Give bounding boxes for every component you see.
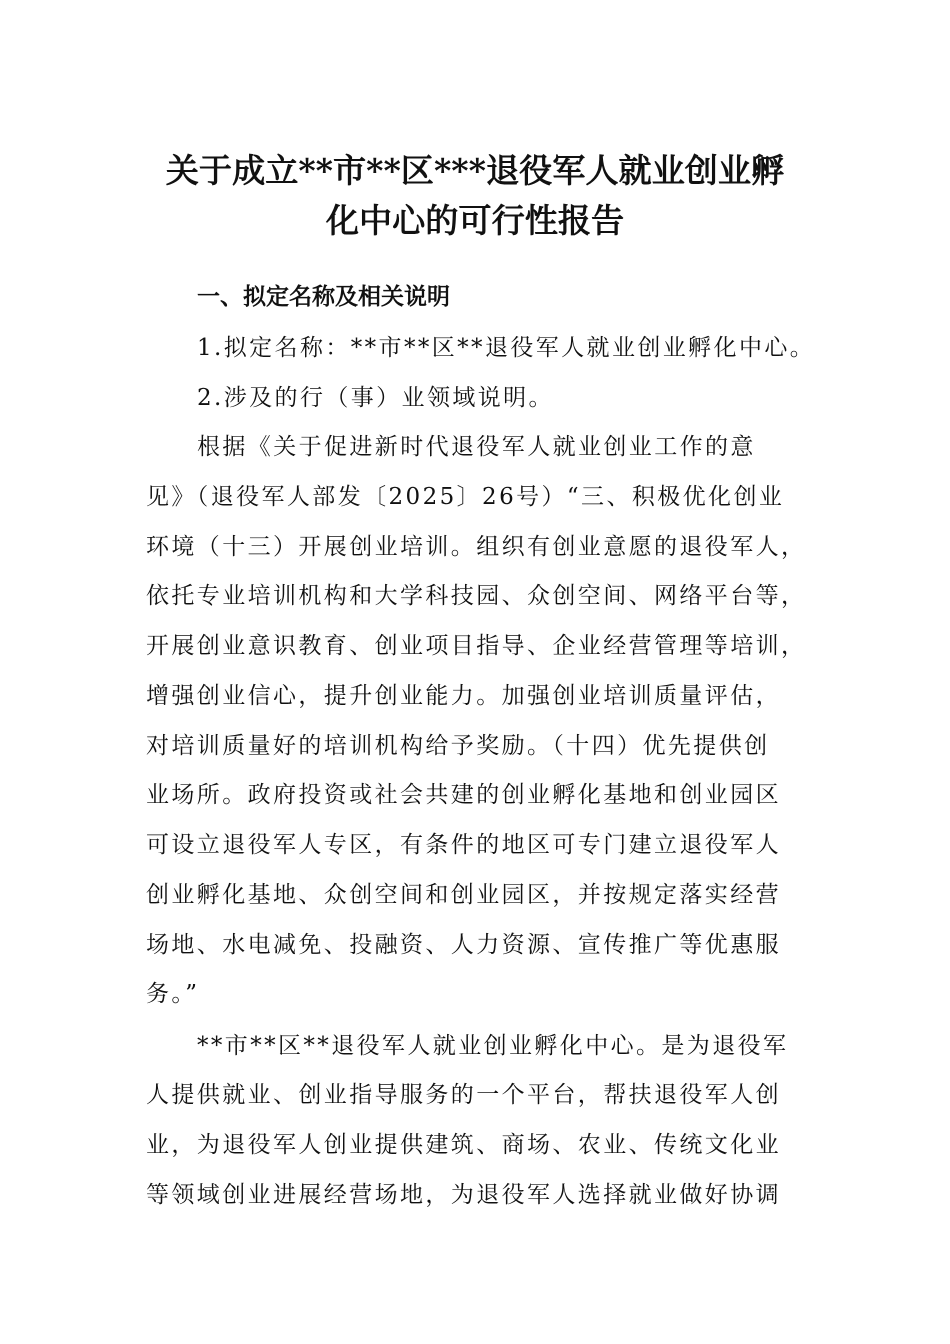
paragraph-line: 增强创业信心，提升创业能力。加强创业培训质量评估， <box>146 683 781 709</box>
paragraph-line: 可设立退役军人专区，有条件的地区可专门建立退役军人 <box>146 832 781 858</box>
paragraph-line: 务。” <box>146 981 200 1007</box>
paragraph-line: 创业孵化基地、众创空间和创业园区，并按规定落实经营 <box>146 882 781 908</box>
paragraph-line: 开展创业意识教育、创业项目指导、企业经营管理等培训， <box>146 633 807 659</box>
paragraph-line: 业，为退役军人创业提供建筑、商场、农业、传统文化业 <box>146 1132 781 1158</box>
document-title <box>0 146 950 246</box>
title-line-2: 化中心的可行性报告 <box>325 201 625 240</box>
paragraph-line: 业场所。政府投资或社会共建的创业孵化基地和创业园区 <box>146 782 781 808</box>
paragraph-line: **市**区**退役军人就业创业孵化中心。是为退役军 <box>197 1033 789 1059</box>
paragraph-line: 根据《关于促进新时代退役军人就业创业工作的意 <box>197 434 756 460</box>
item-industry-field: 2.涉及的行（事）业领域说明。 <box>197 385 554 411</box>
title-line-1: 关于成立**市**区***退役军人就业创业孵 <box>165 151 785 190</box>
paragraph-line: 场地、水电减免、投融资、人力资源、宣传推广等优惠服 <box>146 932 781 958</box>
paragraph-line: 等领域创业进展经营场地，为退役军人选择就业做好协调 <box>146 1182 781 1208</box>
paragraph-line: 见》（退役军人部发〔2025〕26号）“三、积极优化创业 <box>146 484 785 510</box>
item-proposed-name: 1.拟定名称：**市**区**退役军人就业创业孵化中心。 <box>197 335 816 361</box>
paragraph-line: 依托专业培训机构和大学科技园、众创空间、网络平台等， <box>146 583 807 609</box>
paragraph-line: 对培训质量好的培训机构给予奖励。（十四）优先提供创 <box>146 733 770 759</box>
paragraph-line: 环境（十三）开展创业培训。组织有创业意愿的退役军人， <box>146 534 807 560</box>
section-heading: 一、拟定名称及相关说明 <box>197 284 450 310</box>
paragraph-line: 人提供就业、创业指导服务的一个平台，帮扶退役军人创 <box>146 1082 781 1108</box>
